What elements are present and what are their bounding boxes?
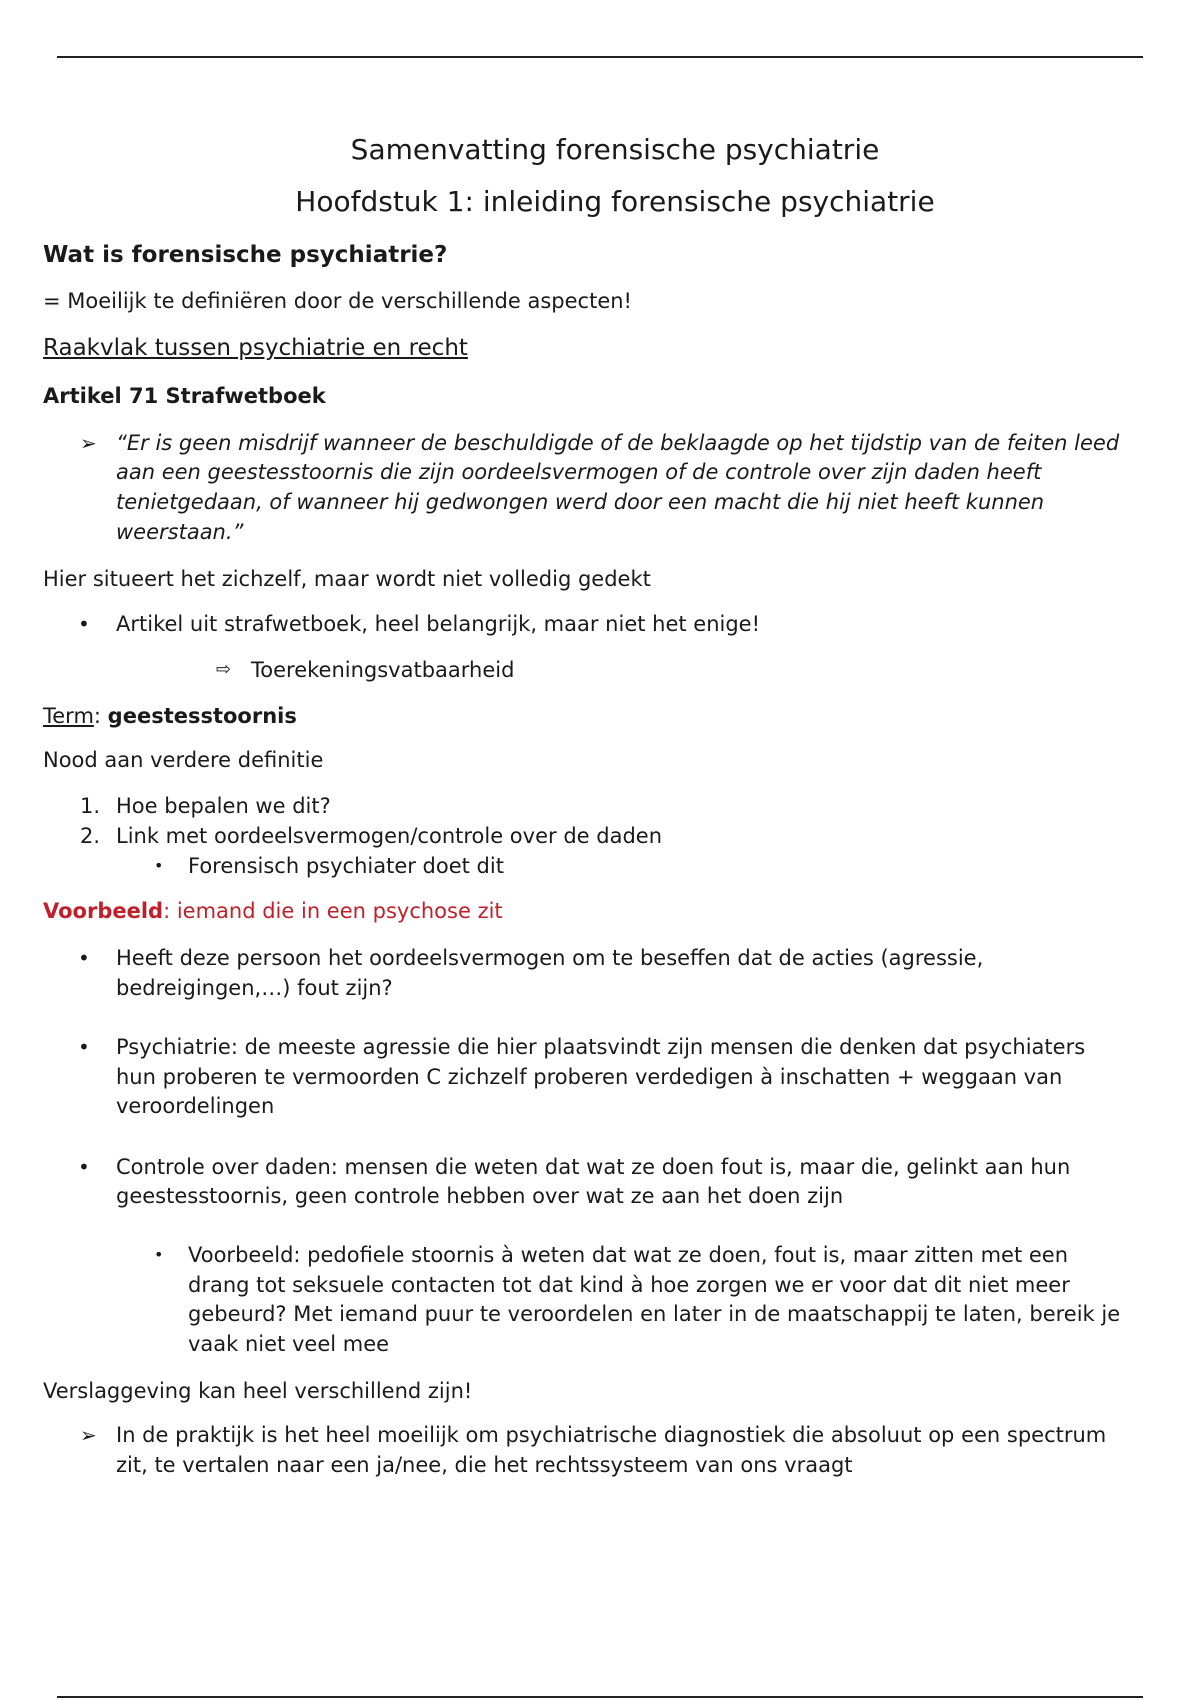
- bullet-3-line: geestesstoornis, geen controle hebben over wat ze aan het doen zijn: [116, 1184, 844, 1208]
- reporting-line: Verslaggeving kan heel verschillend zijn!: [43, 1379, 473, 1403]
- bullet-2-line: Psychiatrie: de meeste agressie die hier plaatsvindt zijn mensen die denken dat psychiaters: [116, 1035, 1086, 1059]
- term-value: geestesstoornis: [107, 704, 297, 728]
- bullet-1-line: Heeft deze persoon het oordeelsvermogen om te beseffen dat de acties (agressie,: [116, 946, 984, 970]
- numbered-sub-bullet: Forensisch psychiater doet dit: [188, 854, 504, 878]
- term-line: [43, 701, 297, 731]
- bullet-2-line: hun proberen te vermoorden C zichzelf proberen verdedigen à inschatten + weggaan van: [116, 1065, 1063, 1089]
- bullet-3-line: Controle over daden: mensen die weten dat wat ze doen fout is, maar die, gelinkt aan hun: [116, 1155, 1071, 1179]
- quote-line: “Er is geen misdrijf wanneer de beschuldigde of de beklaagde op het tijdstip van de feiten leed: [116, 431, 1120, 455]
- bullet-1-line: bedreigingen,…) fout zijn?: [116, 976, 393, 1000]
- question-heading: Wat is forensische psychiatrie?: [43, 242, 448, 268]
- sub-bullet-line: vaak niet veel mee: [188, 1332, 390, 1356]
- example-label: Voorbeeld: [43, 899, 164, 923]
- list-item: Link met oordeelsvermogen/controle over de daden: [116, 824, 662, 848]
- list-item: Hoe bepalen we dit?: [116, 794, 331, 818]
- example-line: [43, 896, 503, 926]
- need-definition: Nood aan verdere definitie: [43, 748, 324, 772]
- situates-line: Hier situeert het zichzelf, maar wordt niet volledig gedekt: [43, 567, 651, 591]
- term-colon: :: [93, 704, 108, 728]
- arrow-right-icon: ⇨: [216, 659, 232, 680]
- arrowhead-bullet-icon: ➢: [80, 1423, 97, 1447]
- arrowhead-bullet-icon: ➢: [80, 431, 97, 455]
- top-rule: [57, 56, 1143, 58]
- bullet-icon: •: [78, 1035, 90, 1059]
- subheading-underlined: Raakvlak tussen psychiatrie en recht: [43, 335, 468, 361]
- list-number: 1.: [80, 794, 101, 818]
- chapter-title: Hoofdstuk 1: inleiding forensische psychiatrie: [295, 185, 935, 218]
- sub-bullet-line: drang tot seksuele contacten tot dat kind à hoe zorgen we er voor dat dit niet meer: [188, 1273, 1070, 1297]
- article-heading: Artikel 71 Strafwetboek: [43, 384, 326, 408]
- bullet-icon: •: [78, 612, 90, 636]
- practice-line: zit, te vertalen naar een ja/nee, die het rechtssysteem van ons vraagt: [116, 1453, 853, 1477]
- article-bullet: Artikel uit strafwetboek, heel belangrijk, maar niet het enige!: [116, 612, 761, 636]
- bullet-2-line: veroordelingen: [116, 1094, 275, 1118]
- example-text: : iemand die in een psychose zit: [163, 899, 503, 923]
- quote-line: tenietgedaan, of wanneer hij gedwongen werd door een macht die hij niet heeft kunnen: [116, 490, 1045, 514]
- sub-bullet-line: gebeurd? Met iemand puur te veroordelen en later in de maatschappij te laten, bereik je: [188, 1302, 1121, 1326]
- quote-line: aan een geestesstoornis die zijn oordeelsvermogen of de controle over zijn daden heeft: [116, 460, 1042, 484]
- list-number: 2.: [80, 824, 101, 848]
- document-title: Samenvatting forensische psychiatrie: [350, 133, 880, 166]
- bottom-rule: [57, 1696, 1143, 1698]
- arrow-item: Toerekeningsvatbaarheid: [251, 658, 515, 682]
- practice-line: In de praktijk is het heel moeilijk om psychiatrische diagnostiek die absoluut op een spectrum: [116, 1423, 1107, 1447]
- bullet-icon: •: [78, 946, 90, 970]
- quote-line: weerstaan.”: [116, 520, 244, 544]
- intro-line: = Moeilijk te definiëren door de verschillende aspecten!: [43, 289, 632, 313]
- term-label: Term: [43, 704, 94, 728]
- sub-bullet-line: Voorbeeld: pedofiele stoornis à weten dat wat ze doen, fout is, maar zitten met een: [188, 1243, 1069, 1267]
- bullet-icon: •: [154, 856, 164, 875]
- bullet-icon: •: [154, 1245, 164, 1264]
- bullet-icon: •: [78, 1155, 90, 1179]
